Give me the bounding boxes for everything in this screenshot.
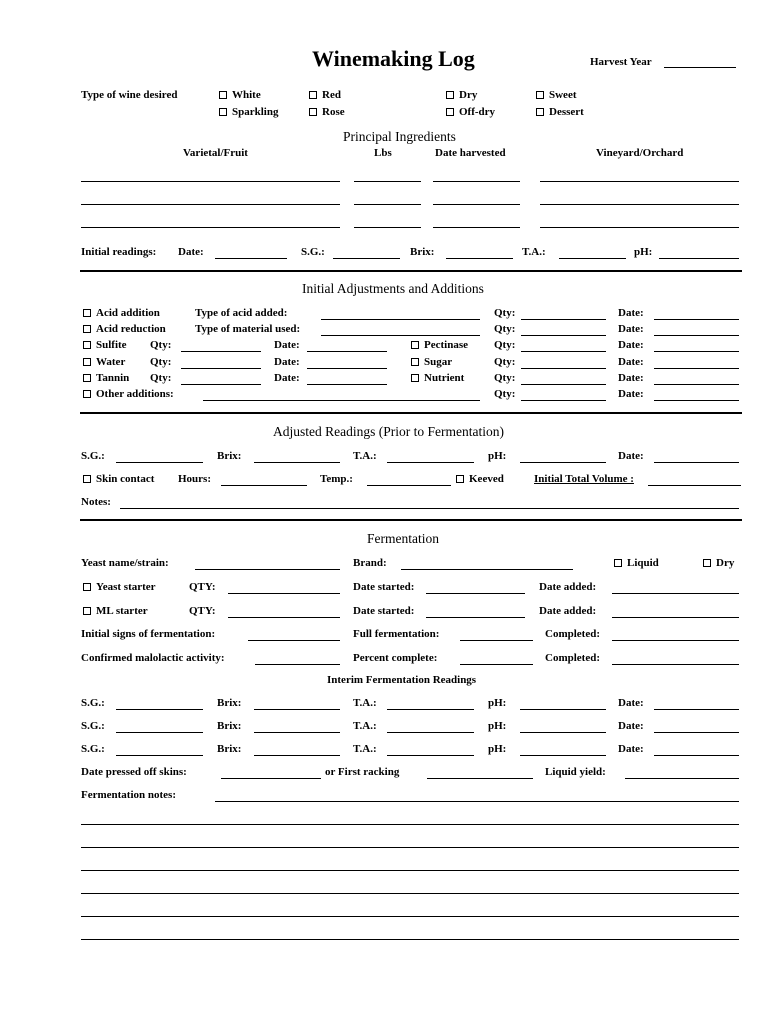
notes-line[interactable] xyxy=(81,824,739,825)
type-acid-field[interactable] xyxy=(321,319,480,320)
interim-ph-label: pH: xyxy=(488,743,507,755)
interim-brix-label: Brix: xyxy=(217,743,242,755)
initial-brix-label: Brix: xyxy=(410,246,435,258)
completed-field[interactable] xyxy=(612,640,739,641)
tannin-date-label: Date: xyxy=(274,372,300,384)
section-divider xyxy=(80,270,742,272)
type-material-label: Type of material used: xyxy=(195,323,301,335)
qty-field[interactable] xyxy=(521,368,606,369)
yeast-starter-qty-field[interactable] xyxy=(228,593,340,594)
date-label: Date: xyxy=(618,372,644,384)
adjustments-title: Initial Adjustments and Additions xyxy=(302,281,484,296)
wine-type-label: Type of wine desired xyxy=(81,89,178,101)
date-label: Date: xyxy=(618,323,644,335)
checkbox-yeast-starter[interactable]: Yeast starter xyxy=(83,581,156,593)
date-field[interactable] xyxy=(654,335,739,336)
adjusted-ph-label: pH: xyxy=(488,450,507,462)
notes-line[interactable] xyxy=(81,916,739,917)
percent-complete-field[interactable] xyxy=(460,664,533,665)
temp-label: Temp.: xyxy=(320,473,353,485)
water-qty-label: Qty: xyxy=(150,356,172,368)
yeast-starter-qty-label: QTY: xyxy=(189,581,216,593)
qty-field[interactable] xyxy=(521,400,606,401)
interim-ph-field[interactable] xyxy=(520,732,606,733)
sulfite-qty-field[interactable] xyxy=(181,351,261,352)
adjusted-ta-field[interactable] xyxy=(387,462,474,463)
other-additions-field[interactable] xyxy=(203,400,480,401)
sulfite-qty-label: Qty: xyxy=(150,339,172,351)
date-label: Date: xyxy=(618,388,644,400)
vineyard-field[interactable] xyxy=(540,181,739,182)
date-label: Date: xyxy=(618,307,644,319)
col-vineyard: Vineyard/Orchard xyxy=(596,147,684,159)
interim-sg-label: S.G.: xyxy=(81,697,105,709)
interim-date-field[interactable] xyxy=(654,755,739,756)
interim-sg-field[interactable] xyxy=(116,732,203,733)
adjusted-readings-title: Adjusted Readings (Prior to Fermentation) xyxy=(273,424,504,439)
liquid-yield-field[interactable] xyxy=(625,778,739,779)
initial-brix-field[interactable] xyxy=(446,258,513,259)
qty-field[interactable] xyxy=(521,384,606,385)
interim-ta-label: T.A.: xyxy=(353,720,377,732)
interim-ph-label: pH: xyxy=(488,697,507,709)
interim-date-field[interactable] xyxy=(654,709,739,710)
completed-field[interactable] xyxy=(612,664,739,665)
qty-field[interactable] xyxy=(521,319,606,320)
interim-brix-label: Brix: xyxy=(217,697,242,709)
checkbox-off-dry[interactable]: Off-dry xyxy=(446,106,495,118)
completed-label: Completed: xyxy=(545,628,600,640)
date-field[interactable] xyxy=(654,351,739,352)
interim-ta-label: T.A.: xyxy=(353,743,377,755)
interim-date-field[interactable] xyxy=(654,732,739,733)
ml-date-added-field[interactable] xyxy=(612,617,739,618)
initial-sg-field[interactable] xyxy=(333,258,400,259)
lbs-field[interactable] xyxy=(354,181,421,182)
tannin-qty-label: Qty: xyxy=(150,372,172,384)
interim-ta-label: T.A.: xyxy=(353,697,377,709)
interim-sg-label: S.G.: xyxy=(81,743,105,755)
principal-ingredients-title: Principal Ingredients xyxy=(343,129,456,144)
interim-readings-title: Interim Fermentation Readings xyxy=(327,674,477,686)
interim-ph-field[interactable] xyxy=(520,755,606,756)
full-fermentation-label: Full fermentation: xyxy=(353,628,440,640)
interim-ta-field[interactable] xyxy=(387,709,474,710)
interim-ta-field[interactable] xyxy=(387,732,474,733)
date-field[interactable] xyxy=(654,384,739,385)
checkbox-dry[interactable]: Dry xyxy=(446,89,477,101)
adjusted-date-field[interactable] xyxy=(654,462,739,463)
ml-date-started-label: Date started: xyxy=(353,605,415,617)
initial-volume-label: Initial Total Volume : xyxy=(534,473,634,485)
adjusted-sg-field[interactable] xyxy=(116,462,203,463)
initial-signs-field[interactable] xyxy=(248,640,340,641)
checkbox-sugar[interactable]: Sugar xyxy=(411,356,452,368)
qty-label: Qty: xyxy=(494,356,516,368)
ml-starter-qty-label: QTY: xyxy=(189,605,216,617)
sulfite-date-field[interactable] xyxy=(307,351,387,352)
checkbox-sulfite[interactable]: Sulfite xyxy=(83,339,127,351)
checkbox-acid-addition[interactable]: Acid addition xyxy=(83,307,160,319)
checkbox-white[interactable]: White xyxy=(219,89,261,101)
full-fermentation-field[interactable] xyxy=(460,640,533,641)
checkbox-tannin[interactable]: Tannin xyxy=(83,372,129,384)
adjusted-sg-label: S.G.: xyxy=(81,450,105,462)
water-date-label: Date: xyxy=(274,356,300,368)
notes-line[interactable] xyxy=(81,893,739,894)
interim-brix-field[interactable] xyxy=(254,709,340,710)
malolactic-label: Confirmed malolactic activity: xyxy=(81,652,225,664)
hours-field[interactable] xyxy=(221,485,307,486)
water-date-field[interactable] xyxy=(307,368,387,369)
col-date-harvested: Date harvested xyxy=(435,147,506,159)
notes-label: Notes: xyxy=(81,496,111,508)
date-harvested-field[interactable] xyxy=(433,204,520,205)
yeast-label: Yeast name/strain: xyxy=(81,557,169,569)
interim-sg-field[interactable] xyxy=(116,709,203,710)
varietal-field[interactable] xyxy=(81,181,340,182)
fermentation-notes-label: Fermentation notes: xyxy=(81,789,177,801)
section-divider xyxy=(80,519,742,521)
qty-label: Qty: xyxy=(494,372,516,384)
type-acid-label: Type of acid added: xyxy=(195,307,288,319)
adjusted-date-label: Date: xyxy=(618,450,644,462)
vineyard-field[interactable] xyxy=(540,227,739,228)
interim-date-label: Date: xyxy=(618,697,644,709)
brand-label: Brand: xyxy=(353,557,387,569)
hours-label: Hours: xyxy=(178,473,211,485)
page-title: Winemaking Log xyxy=(312,46,475,71)
interim-brix-field[interactable] xyxy=(254,732,340,733)
yeast-field[interactable] xyxy=(195,569,340,570)
interim-ph-field[interactable] xyxy=(520,709,606,710)
initial-signs-label: Initial signs of fermentation: xyxy=(81,628,216,640)
initial-volume-field[interactable] xyxy=(648,485,741,486)
temp-field[interactable] xyxy=(367,485,451,486)
qty-field[interactable] xyxy=(521,351,606,352)
date-field[interactable] xyxy=(654,400,739,401)
checkbox-sparkling[interactable]: Sparkling xyxy=(219,106,278,118)
initial-date-field[interactable] xyxy=(215,258,287,259)
checkbox-dessert[interactable]: Dessert xyxy=(536,106,584,118)
varietal-field[interactable] xyxy=(81,227,340,228)
harvest-year-field[interactable] xyxy=(664,67,736,68)
adjusted-brix-label: Brix: xyxy=(217,450,242,462)
notes-line[interactable] xyxy=(81,847,739,848)
checkbox-keeved[interactable]: Keeved xyxy=(456,473,504,485)
date-field[interactable] xyxy=(654,319,739,320)
yeast-date-started-field[interactable] xyxy=(426,593,525,594)
date-label: Date: xyxy=(618,339,644,351)
fermentation-title: Fermentation xyxy=(367,531,439,546)
qty-field[interactable] xyxy=(521,335,606,336)
tannin-qty-field[interactable] xyxy=(181,384,261,385)
adjusted-ph-field[interactable] xyxy=(520,462,606,463)
percent-complete-label: Percent complete: xyxy=(353,652,438,664)
initial-readings-label: Initial readings: xyxy=(81,246,157,258)
interim-date-label: Date: xyxy=(618,720,644,732)
notes-line[interactable] xyxy=(81,870,739,871)
qty-label: Qty: xyxy=(494,323,516,335)
interim-brix-label: Brix: xyxy=(217,720,242,732)
date-harvested-field[interactable] xyxy=(433,181,520,182)
notes-line[interactable] xyxy=(81,939,739,940)
initial-ta-field[interactable] xyxy=(559,258,626,259)
yeast-date-started-label: Date started: xyxy=(353,581,415,593)
initial-ta-label: T.A.: xyxy=(522,246,546,258)
initial-ph-label: pH: xyxy=(634,246,653,258)
checkbox-dry-yeast[interactable]: Dry xyxy=(703,557,734,569)
lbs-field[interactable] xyxy=(354,204,421,205)
checkbox-ml-starter[interactable]: ML starter xyxy=(83,605,148,617)
date-pressed-field[interactable] xyxy=(221,778,321,779)
checkbox-liquid[interactable]: Liquid xyxy=(614,557,659,569)
interim-ph-label: pH: xyxy=(488,720,507,732)
vineyard-field[interactable] xyxy=(540,204,739,205)
adjusted-ta-label: T.A.: xyxy=(353,450,377,462)
brand-field[interactable] xyxy=(401,569,573,570)
completed-label: Completed: xyxy=(545,652,600,664)
harvest-year-label: Harvest Year xyxy=(590,56,652,68)
qty-label: Qty: xyxy=(494,307,516,319)
ml-date-started-field[interactable] xyxy=(426,617,525,618)
lbs-field[interactable] xyxy=(354,227,421,228)
notes-field[interactable] xyxy=(120,508,739,509)
qty-label: Qty: xyxy=(494,388,516,400)
interim-ta-field[interactable] xyxy=(387,755,474,756)
water-qty-field[interactable] xyxy=(181,368,261,369)
interim-sg-field[interactable] xyxy=(116,755,203,756)
ml-date-added-label: Date added: xyxy=(539,605,597,617)
section-divider xyxy=(80,412,742,414)
yeast-date-added-label: Date added: xyxy=(539,581,597,593)
checkbox-pectinase[interactable]: Pectinase xyxy=(411,339,468,351)
adjusted-brix-field[interactable] xyxy=(254,462,340,463)
interim-brix-field[interactable] xyxy=(254,755,340,756)
liquid-yield-label: Liquid yield: xyxy=(545,766,606,778)
initial-ph-field[interactable] xyxy=(659,258,739,259)
col-varietal: Varietal/Fruit xyxy=(183,147,248,159)
initial-date-label: Date: xyxy=(178,246,204,258)
tannin-date-field[interactable] xyxy=(307,384,387,385)
ml-starter-qty-field[interactable] xyxy=(228,617,340,618)
malolactic-field[interactable] xyxy=(255,664,340,665)
date-field[interactable] xyxy=(654,368,739,369)
fermentation-notes-field[interactable] xyxy=(215,801,739,802)
checkbox-red[interactable]: Red xyxy=(309,89,341,101)
date-pressed-label: Date pressed off skins: xyxy=(81,766,187,778)
initial-sg-label: S.G.: xyxy=(301,246,325,258)
checkbox-rose[interactable]: Rose xyxy=(309,106,345,118)
col-lbs: Lbs xyxy=(374,147,392,159)
checkbox-acid-reduction[interactable]: Acid reduction xyxy=(83,323,166,335)
varietal-field[interactable] xyxy=(81,204,340,205)
checkbox-water[interactable]: Water xyxy=(83,356,125,368)
type-material-field[interactable] xyxy=(321,335,480,336)
checkbox-skin-contact[interactable]: Skin contact xyxy=(83,473,154,485)
interim-sg-label: S.G.: xyxy=(81,720,105,732)
checkbox-sweet[interactable]: Sweet xyxy=(536,89,577,101)
yeast-date-added-field[interactable] xyxy=(612,593,739,594)
checkbox-other-additions[interactable]: Other additions: xyxy=(83,388,174,400)
first-racking-label: or First racking xyxy=(325,766,400,778)
date-label: Date: xyxy=(618,356,644,368)
interim-date-label: Date: xyxy=(618,743,644,755)
qty-label: Qty: xyxy=(494,339,516,351)
date-harvested-field[interactable] xyxy=(433,227,520,228)
first-racking-field[interactable] xyxy=(427,778,533,779)
sulfite-date-label: Date: xyxy=(274,339,300,351)
checkbox-nutrient[interactable]: Nutrient xyxy=(411,372,464,384)
